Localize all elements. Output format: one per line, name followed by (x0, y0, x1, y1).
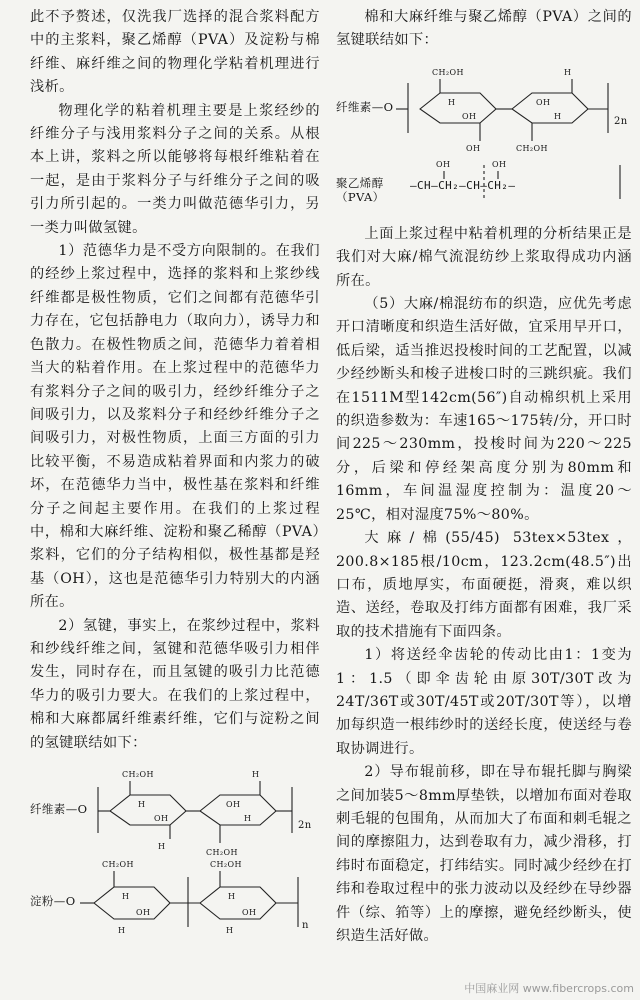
paragraph: 大麻/棉(55/45) 53tex×53tex，200.8×185根/10cm，123.2cm(48.5″)出口布，质地厚实，布面硬挺，滑爽，难以织造、送经，卷取及打纬方面都有困难，我厂采取的技术措施有下面四条。 (336, 530, 632, 640)
svg-text:OH: OH (242, 908, 257, 917)
svg-text:CH₂OH: CH₂OH (102, 860, 134, 869)
pva-chain: —CH—CH₂—CH—CH₂— (410, 178, 516, 192)
paragraph: 上面上浆过程中粘着机理的分析结果正是我们对大麻/棉气流混纺纱上浆取得成功内涵所在。 (336, 225, 632, 289)
svg-text:CH₂OH: CH₂OH (210, 860, 242, 869)
svg-text:OH: OH (466, 143, 481, 153)
svg-text:OH: OH (136, 908, 151, 917)
svg-text:CH₂OH: CH₂OH (516, 143, 548, 153)
fiber-label: 纤维素—O (336, 99, 394, 114)
svg-text:H: H (244, 814, 252, 823)
svg-text:OH: OH (154, 814, 169, 823)
paragraph: 物理化学的粘着机理主要是上浆经纱的纤维分子与浅用浆料分子之间的关系。从根本上讲，浆料之所以能够将每根纤维粘着在一起，是由于浆料分子与纤维分子之间的吸引力所引起的。一类力叫做范德华引力，另一类力叫做氢键。 (30, 102, 320, 236)
fiber-label: 纤维素—O (30, 802, 88, 816)
svg-text:OH: OH (436, 159, 451, 169)
pva-label: 聚乙烯醇 (336, 175, 384, 190)
svg-text:OH: OH (462, 111, 477, 121)
paragraph: 1）将送经伞齿轮的传动比由1：1变为1：1.5（即伞齿轮由原30T/30T改为24T/36T或30T/45T或20T/30T等），以增加每织造一根纬纱时的送经长度，使送经与卷取协调进行。 (336, 647, 632, 757)
figure-cellulose-pva (336, 53, 632, 223)
paragraph: 棉和大麻纤维与聚乙烯醇（PVA）之间的氢键联结如下： (336, 9, 632, 49)
svg-text:H: H (252, 770, 260, 779)
svg-text:H: H (564, 67, 572, 77)
svg-text:H: H (554, 111, 562, 121)
svg-text:H: H (226, 926, 234, 935)
left-column (30, 6, 320, 935)
svg-text:H: H (118, 926, 126, 935)
svg-text:H: H (448, 97, 456, 107)
figure-cellulose-starch (30, 759, 320, 935)
svg-text:OH: OH (536, 97, 551, 107)
subscript-2n: 2n (614, 115, 628, 127)
svg-text:H: H (158, 842, 166, 851)
svg-text:CH₂OH: CH₂OH (122, 770, 154, 779)
paragraph: 此不予赘述，仅洗我厂选择的混合浆料配方中的主浆料，聚乙烯醇（PVA）及淀粉与棉纤维、麻纤维之间的物理化学粘着机理进行浅析。 (30, 9, 320, 96)
svg-text:CH₂OH: CH₂OH (432, 67, 464, 77)
svg-text:H: H (122, 892, 130, 901)
paragraph: （5）大麻/棉混纺布的织造，应优先考虑开口清晰度和织造生活好做，宜采用早开口，低后梁，适当推迟投梭时间的工艺配置，以减少经纱断头和梭子进梭口时的三跳织疵。我们在1511M型142cm(56″)自动棉织机上采用的织造参数为：车速165～175转/分，开口时间225～230mm，投梭时间为220～225分，后梁和停经架高度分别为80mm和16mm，车间温湿度控制为：温度20～25℃，相对湿度75%～80%。 (336, 296, 632, 523)
paragraph: 1）范德华力是不受方向限制的。在我们的经纱上浆过程中，选择的浆料和上浆纱线纤维都是极性物质，它们之间都有范德华引力存在，它包括静电力（取向力），诱导力和色散力。在极性物质之间，范德华力着着相当大的粘着作用。在上浆过程中的范德华力有浆料分子之间的吸引力，经纱纤维分子之间吸引力，以及浆料分子和经纱纤维分子之间吸引力，对极性物质，上面三方面的引力比较平衡，不易造成粘着界面和内浆力的破坏，在范德华力当中，极性基在浆料和纤维分子之间起主要作用。在我们的上浆过程中，棉和大麻纤维、淀粉和聚乙稀醇（PVA）浆料，它们的分子结构相似，极性基都是羟基（OH），这也是范德华引力特别大的内涵所在。 (30, 243, 320, 611)
svg-text:OH: OH (492, 159, 507, 169)
starch-label: 淀粉—O (30, 894, 76, 908)
svg-text:OH: OH (226, 800, 241, 809)
paragraph: 2）氢键，事实上，在浆纱过程中，浆料和纱线纤维之间，氢键和范德华吸引力相伴发生，同时存在，而且氢键的吸引力比范德华力的吸引力要大。在我们的上浆过程中，棉和大麻都属纤维素纤维，它们与淀粉之间的氢键联结如下： (30, 617, 320, 751)
svg-text:H: H (228, 892, 236, 901)
right-column (336, 6, 632, 948)
svg-text:CH₂OH: CH₂OH (206, 848, 238, 857)
subscript-n: n (302, 920, 309, 931)
watermark: 中国麻业网 www.fibercrops.com (464, 982, 634, 995)
subscript-2n: 2n (298, 820, 312, 831)
paragraph: 2）导布辊前移，即在导布辊托脚与胸梁之间加装5～8mm厚垫铁，以增加布面对卷取刺毛辊的包围角，从而加大了布面和刺毛辊之间的摩擦阻力，达到卷取有力，减少滑移，打纬时布面稳定，打纬结实。同时减少经纱在打纬和卷取过程中的张力波动以及经纱在导纱器件（综、筘等）上的摩擦，避免经纱断头，使织造生活好做。 (336, 764, 632, 944)
svg-text:H: H (138, 800, 146, 809)
structure-drawing (30, 759, 320, 935)
pva-label-abbr: （PVA） (336, 189, 385, 204)
